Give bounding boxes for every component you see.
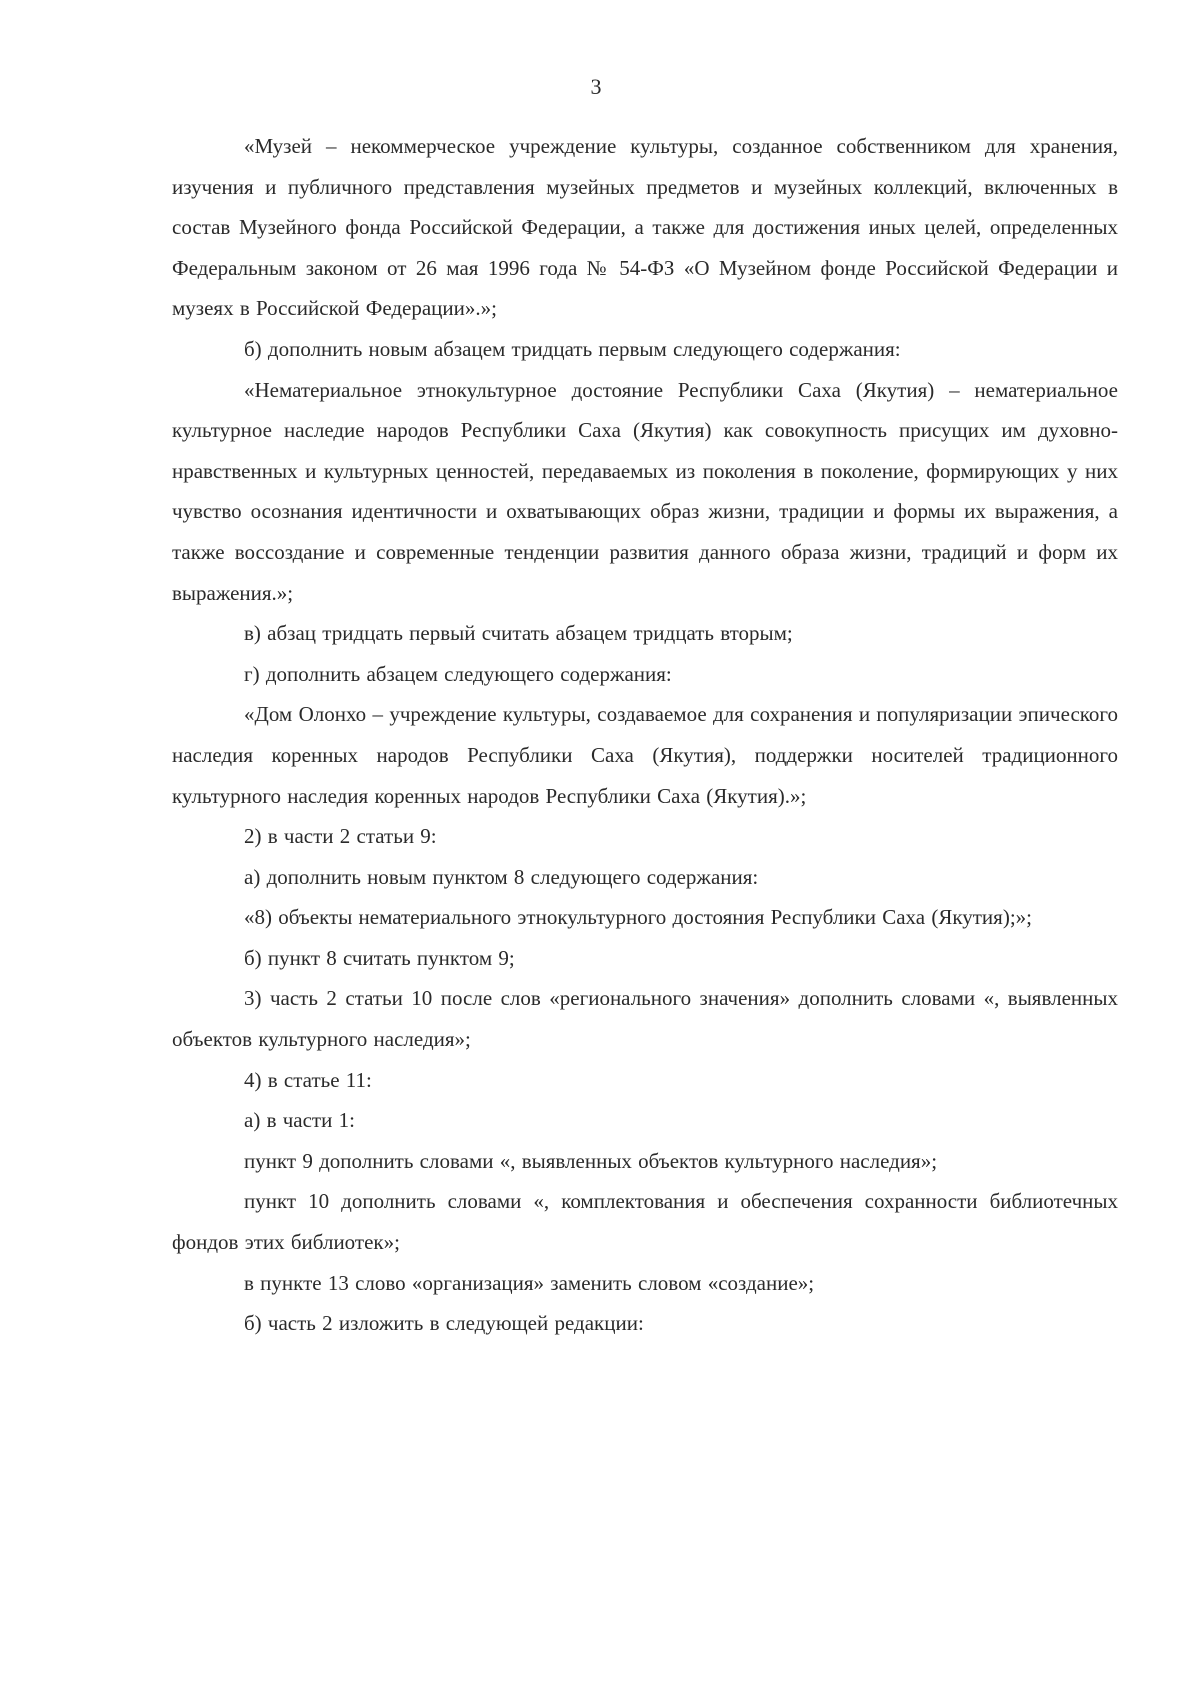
paragraph-museum-definition: «Музей – некоммерческое учреждение культуры, созданное собственником для хранения, изучения и публичного представления музейных предметов и музейных коллекций, включенных в состав Музейного фонда Российской Федерации, а также для достижения иных целей, определенных Федеральным законом от 26 мая 1996 года № 54-ФЗ «О Музейном фонде Российской Федерации и музеях в Российской Федерации».»; [172, 134, 1118, 321]
document-body [172, 126, 1118, 1344]
paragraph-intangible-heritage-definition: «Нематериальное этнокультурное достояние Республики Саха (Якутия) – нематериальное культурное наследие народов Республики Саха (Якутия) как совокупность присущих им духовно-нравственных и культурных ценностей, передаваемых из поколения в поколение, формирующих у них чувство осознания идентичности и охватывающих образ жизни, традиции и формы их выражения, а также воссоздание и современные тенденции развития данного образа жизни, традиций и форм их выражения.»; [172, 377, 1118, 605]
paragraph-item-4-article-11: 4) в статье 11: [244, 1067, 372, 1092]
paragraph-item-a-add-point-8: а) дополнить новым пунктом 8 следующего содержания: [244, 864, 759, 889]
paragraph-item-b-add-31: б) дополнить новым абзацем тридцать первым следующего содержания: [244, 336, 901, 361]
paragraph-item-a-part-1: а) в части 1: [244, 1108, 355, 1133]
paragraph-item-3-article-10: 3) часть 2 статьи 10 после слов «регионального значения» дополнить словами «, выявленных объектов культурного наследия»; [172, 986, 1118, 1052]
paragraph-point-13-amend: в пункте 13 слово «организация» заменить словом «создание»; [244, 1270, 815, 1295]
paragraph-point-9-amend: пункт 9 дополнить словами «, выявленных объектов культурного наследия»; [244, 1148, 938, 1173]
page-number: 3 [590, 74, 602, 99]
paragraph-olonkho-house-definition: «Дом Олонхо – учреждение культуры, создаваемое для сохранения и популяризации эпического наследия коренных народов Республики Саха (Якутия), поддержки носителей традиционного культурного наследия коренных народов Республики Саха (Якутия).»; [172, 702, 1118, 808]
paragraph-item-v-renumber: в) абзац тридцать первый считать абзацем тридцать вторым; [244, 621, 793, 646]
paragraph-item-2-article-9: 2) в части 2 статьи 9: [244, 824, 437, 849]
paragraph-item-g-add: г) дополнить абзацем следующего содержания: [244, 661, 672, 686]
paragraph-item-b-renumber: б) пункт 8 считать пунктом 9; [244, 945, 515, 970]
paragraph-point-8-text: «8) объекты нематериального этнокультурного достояния Республики Саха (Якутия);»; [244, 905, 1032, 930]
paragraph-item-b-part-2: б) часть 2 изложить в следующей редакции: [244, 1311, 644, 1336]
paragraph-point-10-amend: пункт 10 дополнить словами «, комплектования и обеспечения сохранности библиотечных фондов этих библиотек»; [172, 1189, 1118, 1255]
